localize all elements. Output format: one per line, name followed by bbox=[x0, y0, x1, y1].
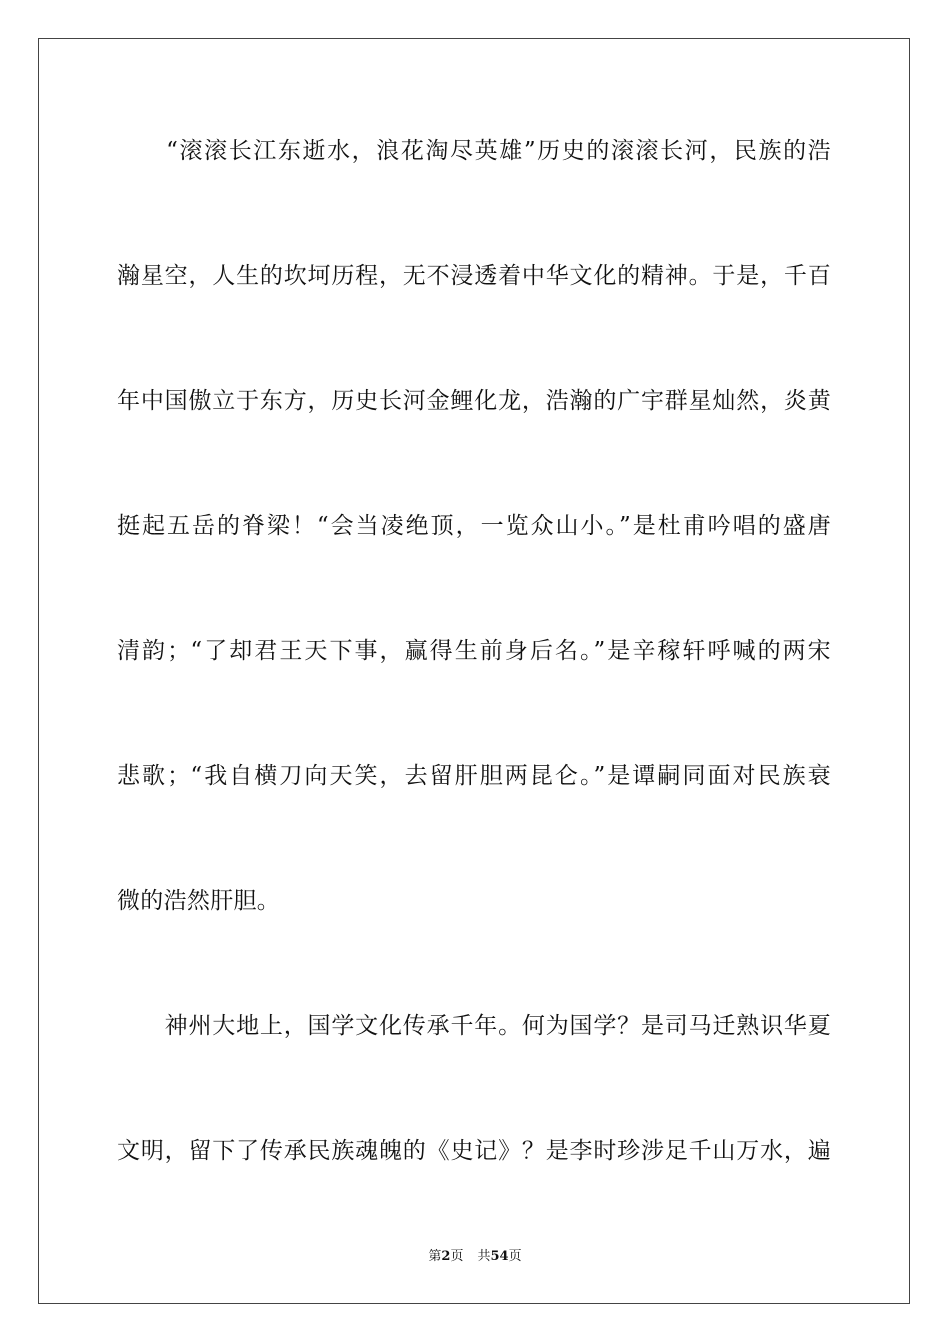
paragraph-last-line: 微的浩然肝胆。 bbox=[117, 888, 281, 914]
paragraph-line: 文明，留下了传承民族魂魄的《史记》？是李时珍涉足千山万水，遍 bbox=[117, 1138, 831, 1164]
paragraph-line: 清韵；“了却君王天下事，赢得生前身后名。”是辛稼轩呼喊的两宋 bbox=[117, 638, 831, 664]
paragraph-line: “滚滚长江东逝水，浪花淘尽英雄”历史的滚滚长河，民族的浩 bbox=[117, 138, 831, 164]
paragraph-line: 悲歌；“我自横刀向天笑，去留肝胆两昆仑。”是谭嗣同面对民族衰 bbox=[117, 763, 831, 789]
page-number: 2 bbox=[441, 1249, 451, 1264]
paragraph-line: 年中国傲立于东方，历史长河金鲤化龙，浩瀚的广宇群星灿然，炎黄 bbox=[117, 388, 831, 414]
page-number-suffix: 页 bbox=[450, 1249, 464, 1264]
paragraph-line: 瀚星空，人生的坎坷历程，无不浸透着中华文化的精神。于是，千百 bbox=[117, 263, 831, 289]
paragraph-line: 挺起五岳的脊梁！“会当凌绝顶，一览众山小。”是杜甫吟唱的盛唐 bbox=[117, 513, 831, 539]
page-border bbox=[38, 38, 910, 1304]
total-pages-prefix: 共 bbox=[477, 1249, 491, 1264]
total-pages: 54 bbox=[490, 1249, 509, 1264]
page-footer bbox=[0, 1248, 950, 1266]
total-pages-suffix: 页 bbox=[508, 1249, 522, 1264]
paragraph-line: 神州大地上，国学文化传承千年。何为国学？是司马迁熟识华夏 bbox=[117, 1013, 831, 1039]
page-number-prefix: 第 bbox=[428, 1249, 442, 1264]
